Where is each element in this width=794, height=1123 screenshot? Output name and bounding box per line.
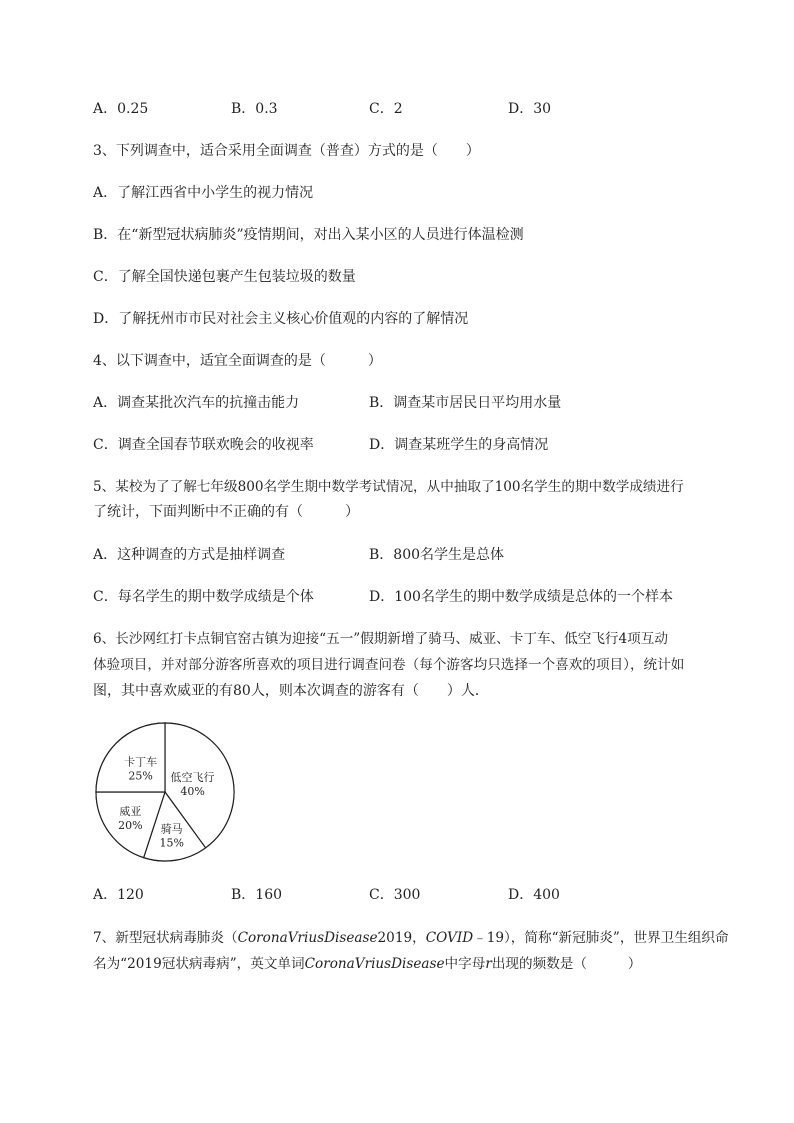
q7-math: CoronaVriusDisease <box>304 956 445 972</box>
q7-text: 中字母 <box>444 956 486 972</box>
q3-stem: 3、下列调查中，适合采用全面调查（普查）方式的是（ ） <box>93 143 480 159</box>
q6-stem-line1: 6、长沙网红打卡点铜官窑古镇为迎接“五一”假期新增了骑马、威亚、卡丁车、低空飞行4项互动 <box>93 631 668 647</box>
pie-category-label: 低空飞行 <box>170 771 215 785</box>
q3-option-d[interactable]: D．了解抚州市市民对社会主义核心价值观的内容的了解情况 <box>93 311 469 327</box>
pie-category-label: 骑马 <box>160 822 183 836</box>
q4-stem: 4、以下调查中，适宜全面调查的是（ ） <box>93 353 382 369</box>
q5-option-c[interactable]: C．每名学生的期中数学成绩是个体 <box>93 589 314 605</box>
q6-stem-line2: 体验项目，并对部分游客所喜欢的项目进行调查问卷（每个游客均只选择一个喜欢的项目），统计如 <box>93 657 685 673</box>
q7-text: 7、新型冠状病毒肺炎（ <box>93 930 238 946</box>
q7-text: ﹣19），简称“新冠肺炎”，世界卫生组织命 <box>473 930 729 946</box>
q5-option-b[interactable]: B．800名学生是总体 <box>369 547 505 563</box>
pie-percent-label: 25% <box>128 769 153 783</box>
q7-text: 2019， <box>377 930 426 946</box>
q3-option-a[interactable]: A．了解江西省中小学生的视力情况 <box>93 185 314 201</box>
q4-option-b[interactable]: B．调查某市居民日平均用水量 <box>369 395 562 411</box>
q6-option-b[interactable]: B．160 <box>231 887 283 903</box>
q5-option-d[interactable]: D．100名学生的期中数学成绩是总体的一个样本 <box>369 589 673 605</box>
pie-chart <box>90 720 240 865</box>
q2-option-d[interactable]: D．30 <box>508 101 552 117</box>
q4-option-d[interactable]: D．调查某班学生的身高情况 <box>369 437 549 453</box>
q4-option-c[interactable]: C．调查全国春节联欢晚会的收视率 <box>93 437 314 453</box>
q7-math: COVID <box>425 930 474 946</box>
q5-stem-line2: 了统计，下面判断中不正确的有（ ） <box>93 504 359 520</box>
q7-text: 名为“2019冠状病毒病”，英文单词 <box>93 956 305 972</box>
pie-percent-label: 15% <box>159 836 184 850</box>
pie-category-label: 卡丁车 <box>124 755 158 769</box>
q2-option-c[interactable]: C．2 <box>369 101 403 117</box>
q6-option-d[interactable]: D．400 <box>508 887 560 903</box>
pie-percent-label: 20% <box>118 819 143 833</box>
q2-option-b[interactable]: B．0.3 <box>231 101 278 117</box>
q7-stem-line1 <box>93 928 729 948</box>
pie-category-label: 威亚 <box>119 805 142 819</box>
q5-stem-line1: 5、某校为了了解七年级800名学生期中数学考试情况，从中抽取了100名学生的期中数学成绩进行 <box>93 479 684 495</box>
q6-option-a[interactable]: A．120 <box>93 887 144 903</box>
q5-option-a[interactable]: A．这种调查的方式是抽样调查 <box>93 547 286 563</box>
q7-stem-line2 <box>93 954 641 974</box>
q7-math: CoronaVriusDisease <box>237 930 378 946</box>
q7-text: 出现的频数是（ ） <box>491 956 642 972</box>
q7-math: r <box>485 956 492 972</box>
q6-stem-line3: 图，其中喜欢威亚的有80人，则本次调查的游客有（ ）人． <box>93 683 489 699</box>
q4-option-a[interactable]: A．调查某批次汽车的抗撞击能力 <box>93 395 300 411</box>
pie-percent-label: 40% <box>180 785 205 799</box>
q3-option-c[interactable]: C．了解全国快递包裹产生包装垃圾的数量 <box>93 269 356 285</box>
q6-option-c[interactable]: C．300 <box>369 887 421 903</box>
q2-option-a[interactable]: A．0.25 <box>93 101 149 117</box>
q3-option-b[interactable]: B．在“新型冠状病肺炎”疫情期间，对出入某小区的人员进行体温检测 <box>93 227 524 243</box>
